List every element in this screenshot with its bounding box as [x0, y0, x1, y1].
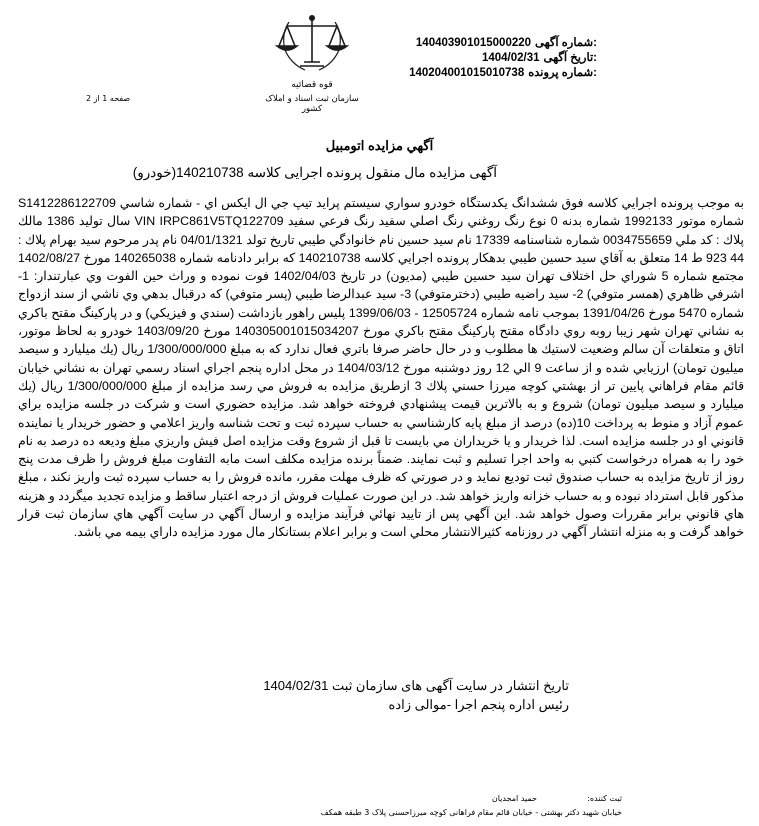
- publish-date-line: تاريخ انتشار در سايت آگهی های سازمان ثبت 1404/02/31: [263, 678, 569, 693]
- registrar-name: حمید امجدیان: [491, 794, 537, 803]
- notice-date-value: 1404/02/31: [481, 52, 540, 64]
- judiciary-emblem: [265, 10, 359, 114]
- scales-of-justice-icon: [267, 10, 357, 80]
- emblem-caption-judiciary: قوه قضائیه: [291, 80, 333, 90]
- notice-number-label: شماره آگهی:: [535, 37, 597, 49]
- page-title: آگهي مزايده اتومبيل: [325, 138, 434, 153]
- registrar-label: ثبت کننده:: [587, 794, 622, 803]
- auction-body-text: به موجب پرونده اجرايي كلاسه فوق ششدانگ يكدستگاه خودرو سواري سيستم پرايد تيپ جي ال ايكس اي - شماره شاسي S1412286122709 شماره موتور 1992133 شماره بدنه 0 نوع رنگ روغني رنگ اصلي سفيد رنگ فرعي سفيد VIN IRPC861V5TQ122709 سال توليد 1386 مالك پلاك : كد ملي 0034755659 شماره شناسنامه 17339 نام سيد حسين نام خانوادگي طيبي تاريخ تولد 04/01/1321 نام پدر مرحوم سيد بهرام پلاك : 44 923 ط 14 متعلق به آقاي سيد حسين طيبي بدهكار پرونده اجرايي كلاسه 140210738 كه برابر دادنامه شماره 140265038 مورخ 1402/08/27 مجتمع شماره 5 شوراي حل اختلاف تهران سيد حسين طيبي (مديون) در تاريخ 1402/04/03 فوت نموده و وراث حين الفوت وي عبارتندار: 1- اشرفي ظاهري (همسر متوفي) 2- سيد راضيه طيبي (دخترمتوفي) 3- سيد عبدالرضا طيبي (پسر متوفي) كه درقبال بدهي وي ناشي از سند ازدواج شماره 5470 مورخ 1391/04/26 بموجب نامه شماره 12505724 - 1399/06/03 پليس راهور بازداشت (سندي و فيزيكي) و در پاركينگ مقتح باكري به نشاني تهران شهر زيبا روبه روي دادگاه مقتح پاركينگ مقتح باكري مورخ 140305001015034207 مورخ 1403/09/20 خودرو به لحاظ موتور، اتاق و متعلقات آن سالم وضعيت لاستيك ها مطلوب و در حال حاضر صرفا باتري فعال ندارد كه به مبلغ 1/300/000/000 ريال (يك ميليارد و سيصد ميليون تومان) ارزيابي شده و از ساعت 9 الي 12 روز دوشنبه مورخ 1404/03/12 در محل اداره پنجم اجراي اسناد رسمي تهران به نشاني خيابان قائم مقام فراهاني پايين تر از بهشتي كوچه ميرزا حسني پلاك 3 ازطريق مزايده به فروش مي رسد مزايده از مبلغ 1/300/000/000 ريال (يك ميليارد و سيصد ميليون تومان) شروع و به بالاترين قيمت پيشنهادي فروخته خواهد شد. مزايده حضوري است و شركت در جلسه مزايده براي عموم آزاد و منوط به پرداخت 10(ده) درصد از مبلغ پايه كارشناسي به حساب سپرده ثبت و تحت شناسه واريز اعلامي و حضور خريدار يا نماينده قانوني او در جلسه مزايده است. لذا خريدار و يا خريداران مي بايست تا قبل از شروع وقت مزايده اصل فيش واريزي مبلغ وديعه ده درصد به نام خود را به همراه درخواست كتبي به واحد اجرا تسليم و ثبت نمايند. ضمناً برنده مزايده مكلف است مابه التفاوت مبلغ فروش را ظرف مدت پنج روز از تاريخ مزايده به حساب صندوق ثبت توديع نمايد و در صورتي كه ظرف مهلت مقرر، مانده فروش را به حساب سپرده ثبت واريز نكند ، مبلغ مذكور قابل استرداد نبوده و به حساب خزانه واريز خواهد شد. در اين صورت عمليات فروش از درجه اعتبار ساقط و مزايده تجديد ميگردد و هزينه هاي قانوني برابر مقررات وصول خواهد شد. اين آگهي پس از تاييد نهائي فرآيند مزايده و ارسال آگهي در سايت آگهي هاي سازمان ثبت قرار خواهد گرفت و به منزله انتشار آگهي در روزنامه كثيرالانتشار محلي است و برابر اعلام بستانكار مال مورد مزايده داراي بيمه مي باشد.: [18, 196, 745, 540]
- page-subtitle: آگهی مزایده مال منقول پرونده اجرایی کلاسه 140210738(خودرو): [132, 165, 497, 180]
- file-number-row: [367, 66, 597, 81]
- notice-number-value: 140403901015000220: [415, 37, 532, 49]
- file-number-value: 140204001015010738: [409, 67, 525, 79]
- notice-meta: [367, 36, 597, 81]
- page-number: صفحه 1 از 2: [86, 94, 131, 103]
- office-address: خیابان شهید دکتر بهشتی - خیابان قائم مقام فراهانی کوچه میرزاحسنی پلاک 3 طبقه همکف: [320, 808, 622, 817]
- notice-number-row: [367, 36, 597, 51]
- notice-date-label: تاریخ آگهی:: [543, 52, 597, 64]
- notice-date-row: [367, 51, 597, 66]
- emblem-caption-organization: سازمان ثبت اسناد و املاک کشور: [265, 94, 359, 114]
- file-number-label: شماره پرونده:: [528, 67, 597, 79]
- signer-line: رئيس اداره پنجم اجرا -موالی زاده: [388, 697, 569, 712]
